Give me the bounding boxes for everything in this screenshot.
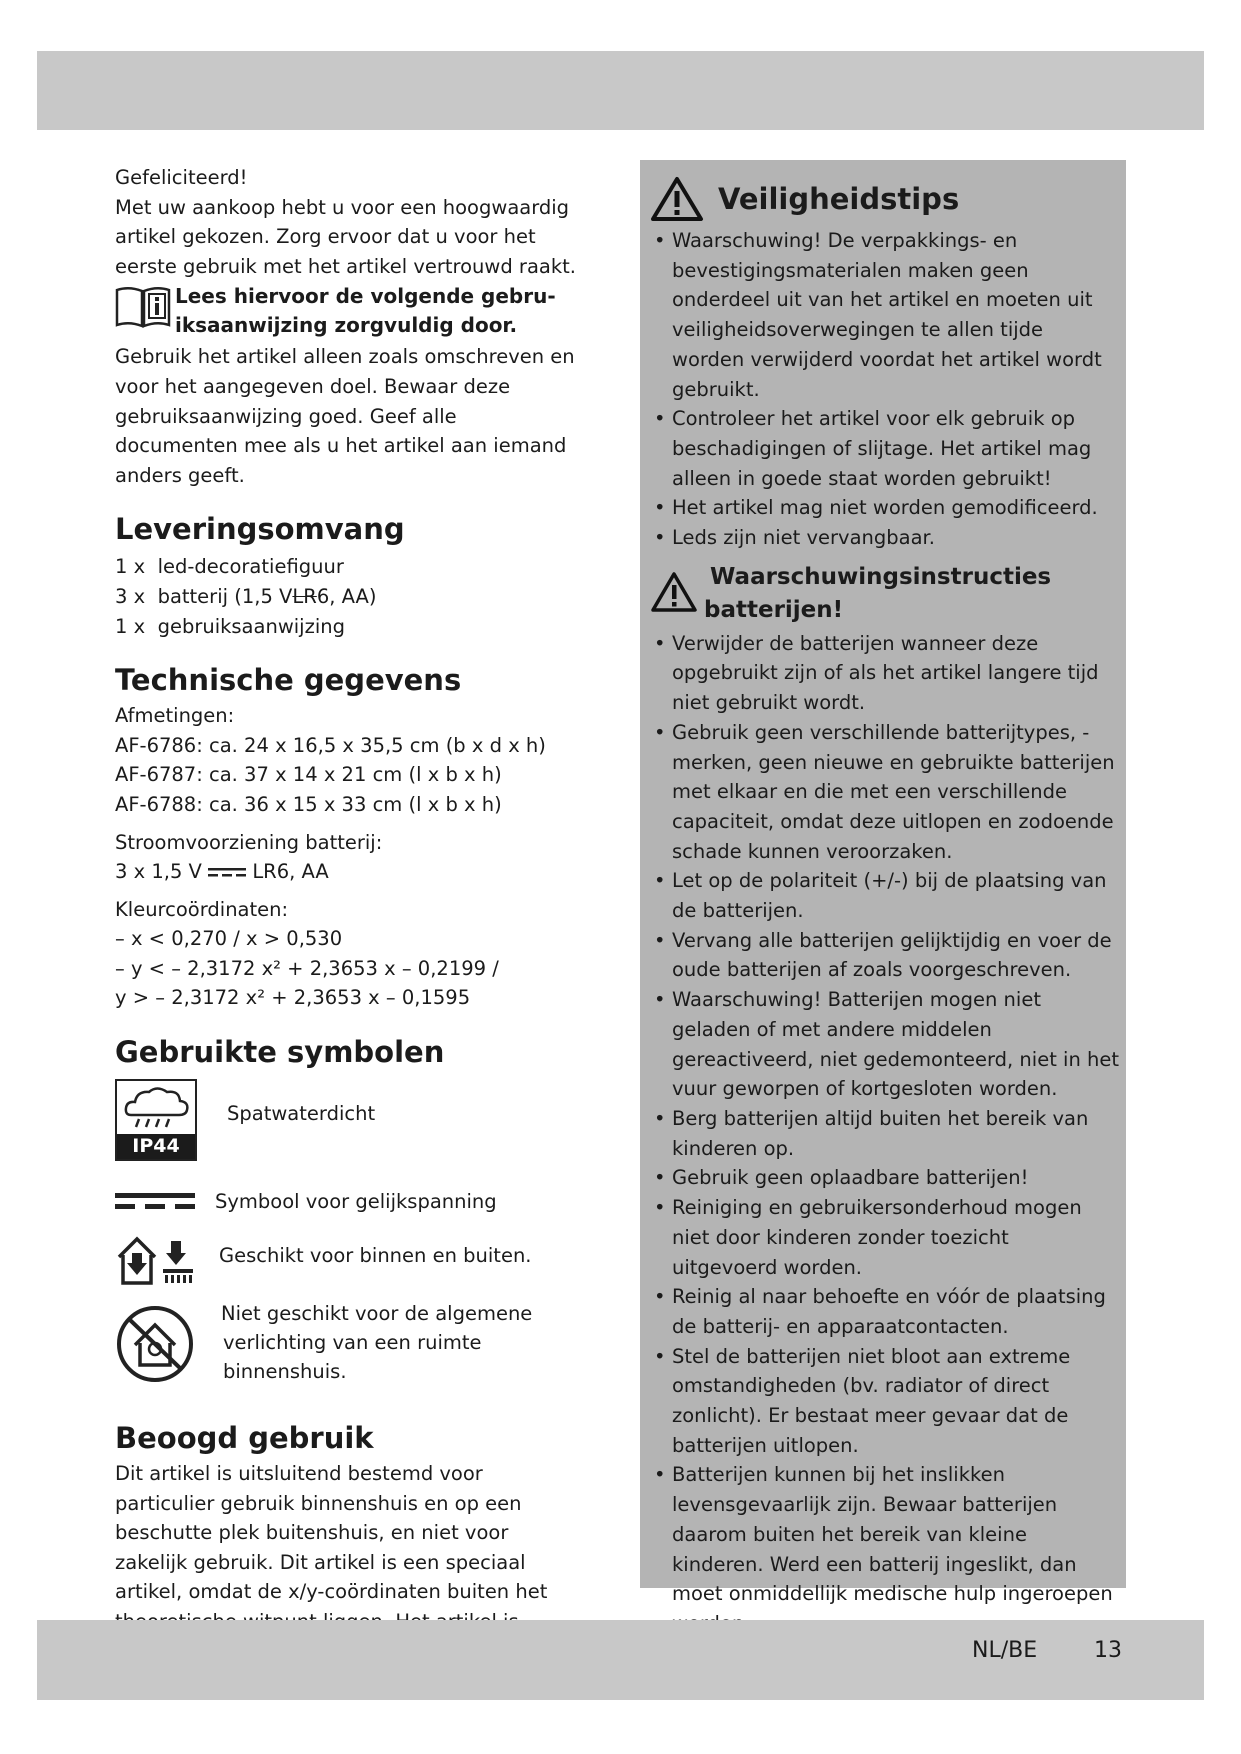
read-note-line2: iksaanwijzing zorgvuldig door. — [175, 313, 518, 338]
header-bar — [37, 51, 1204, 130]
power-label: Stroomvoorziening batterij: — [115, 830, 383, 854]
warning-triangle-icon — [650, 571, 698, 613]
list-item: 3 x batterij (1,5 VLR6, AA) — [115, 582, 595, 612]
dc-symbol-inline: LR — [292, 584, 317, 608]
open-book-info-icon — [115, 284, 171, 330]
battery-warning-heading-line2: batterijen! — [704, 596, 844, 623]
list-item: • Verwijder de batterijen wanneer deze opgebruikt zijn of als het artikel langere tijd niet gebruikt wordt. — [654, 629, 1120, 718]
color-line: – x < 0,270 / x > 0,530 — [115, 927, 343, 951]
list-item: • Controleer het artikel voor elk gebruik op beschadigingen of slijtage. Het artikel mag alleen in goede staat worden gebruikt! — [654, 404, 1120, 493]
indoor-outdoor-icon — [115, 1231, 197, 1287]
list-item: • Stel de batterijen niet bloot aan extreme omstandigheden (bv. radiator of direct zonlicht). Er bestaat meer gevaar dat de batterijen uitlopen. — [654, 1342, 1120, 1461]
list-item: • Gebruik geen verschillende batterijtypes, -merken, geen nieuwe en gebruikte batterijen met elkaar en die met een verschillende capaciteit, omdat deze uitlopen en zodoende schade kunnen veroorzaken. — [654, 718, 1120, 867]
intro-paragraph: Met uw aankoop hebt u voor een hoogwaardig artikel gekozen. Zorg ervoor dat u voor het eerste gebruik met het artikel vertrouwd raakt. — [115, 195, 576, 278]
symbol-row-not-general-lighting — [115, 1299, 595, 1403]
list-item: • Leds zijn niet vervangbaar. — [654, 523, 1120, 553]
technical-heading: Technische gegevens — [115, 663, 462, 698]
list-item: • Waarschuwing! De verpakkings- en bevestigingsmaterialen maken geen onderdeel uit van het artikel en moeten uit veiligheidsoverwegingen te allen tijde worden verwijderd voordat het artikel wordt gebruikt. — [654, 226, 1120, 404]
footer-region: NL/BE — [972, 1638, 1038, 1663]
safety-box — [640, 160, 1126, 1606]
battery-warning-header — [650, 561, 1126, 627]
list-item: • Vervang alle batterijen gelijktijdig en voer de oude batterijen af zoals voorgeschreven. — [654, 926, 1120, 985]
list-item: 1 x led-decoratiefiguur — [115, 555, 344, 579]
dimension-row: AF-6787: ca. 37 x 14 x 21 cm (l x b x h) — [115, 763, 502, 787]
splash-water-icon — [115, 1079, 197, 1161]
dc-symbol-icon — [208, 867, 246, 879]
power-value: 3 x 1,5 V LR6, AA — [115, 860, 329, 884]
read-note-line1: Lees hiervoor de volgende gebru- — [175, 284, 556, 309]
splash-label: Spatwaterdicht — [227, 1102, 376, 1126]
not-general-label: Niet geschikt voor de algemene verlichting van een ruimte binnenshuis. — [221, 1302, 533, 1384]
symbol-row-indoor-outdoor — [115, 1231, 595, 1295]
battery-warning-heading-line1: Waarschuwingsinstructies — [710, 563, 1052, 590]
list-item: • Waarschuwing! Batterijen mogen niet geladen of met andere middelen gereactiveerd, niet gedemonteerd, niet in het vuur geworpen of kortgesloten worden. — [654, 985, 1120, 1104]
symbol-row-splash — [115, 1079, 595, 1165]
ip-rating-badge: IP44 — [117, 1134, 195, 1159]
dc-label: Symbool voor gelijkspanning — [215, 1189, 497, 1213]
dimensions-label: Afmetingen: — [115, 704, 235, 728]
safety-heading: Veiligheidstips — [718, 182, 960, 216]
intended-use-text: Dit artikel is uitsluitend bestemd voor particulier gebruik binnenshuis en op een beschutte plek buitenshuis, en niet voor zakelijk gebruik. Dit artikel is een speciaal artikel, omdat de x/y-coördinaten buiten het — [115, 1462, 548, 1604]
dimension-row: AF-6788: ca. 36 x 15 x 33 cm (l x b x h) — [115, 792, 502, 816]
delivery-list — [115, 552, 595, 641]
read-instructions-note — [115, 282, 595, 340]
list-item: • Batterijen kunnen bij het inslikken levensgevaarlijk zijn. Bewaar batterijen daarom buiten het bereik van kleine kinderen. Werd een batterij ingeslikt, dan moet onmiddellijk medische hulp ingeroepen — [654, 1460, 1120, 1638]
warning-triangle-icon — [650, 176, 704, 222]
list-item: • Let op de polariteit (+/-) bij de plaatsing van de batterijen. — [654, 866, 1120, 925]
safety-list — [640, 226, 1126, 553]
safety-header — [650, 176, 1126, 222]
list-item: • Reiniging en gebruikersonderhoud mogen niet door kinderen zonder toezicht uitgevoerd worden. — [654, 1193, 1120, 1282]
list-item: 1 x gebruiksaanwijzing — [115, 614, 345, 638]
battery-warning-list — [640, 629, 1126, 1639]
intended-use-heading: Beoogd gebruik — [115, 1421, 374, 1456]
list-item: • Gebruik geen oplaadbare batterijen! — [654, 1163, 1120, 1193]
color-line: – y < – 2,3172 x² + 2,3653 x – 0,2199 / — [115, 956, 499, 980]
color-label: Kleurcoördinaten: — [115, 897, 289, 921]
list-item: • Het artikel mag niet worden gemodificeerd. — [654, 493, 1120, 523]
color-line: y > – 2,3172 x² + 2,3653 x – 0,1595 — [115, 986, 471, 1010]
symbol-row-dc — [115, 1171, 595, 1231]
dc-voltage-icon — [115, 1190, 195, 1212]
left-column — [115, 163, 595, 1666]
greeting: Gefeliciteerd! — [115, 166, 248, 189]
no-household-lighting-icon — [115, 1303, 197, 1385]
list-item: • Berg batterijen altijd buiten het bereik van kinderen op. — [654, 1104, 1120, 1163]
page-number: 13 — [1094, 1638, 1122, 1663]
usage-paragraph: Gebruik het artikel alleen zoals omschreven en voor het aangegeven doel. Bewaar deze gebruiksaanwijzing goed. Geef alle documenten mee als u het artikel aan iemand anders geeft. — [115, 345, 575, 487]
symbols-heading: Gebruikte symbolen — [115, 1035, 445, 1070]
indoor-outdoor-label: Geschikt voor binnen en buiten. — [219, 1244, 532, 1268]
delivery-heading: Leveringsomvang — [115, 512, 405, 547]
list-item: • Reinig al naar behoefte en vóór de plaatsing de batterij- en apparaatcontacten. — [654, 1282, 1120, 1341]
dimension-row: AF-6786: ca. 24 x 16,5 x 35,5 cm (b x d x h) — [115, 733, 546, 757]
